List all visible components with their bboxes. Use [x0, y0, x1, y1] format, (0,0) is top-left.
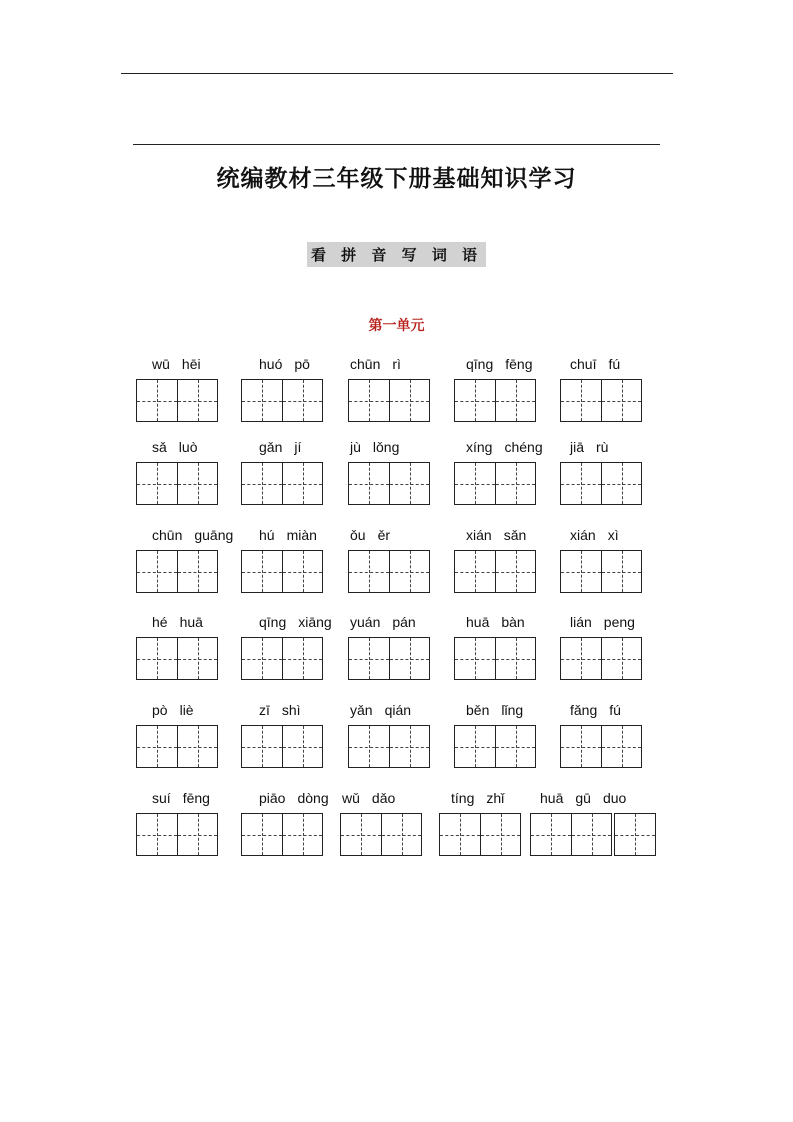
writing-cell[interactable] [561, 463, 601, 504]
writing-boxes[interactable] [241, 637, 323, 680]
pinyin-syllable: chūn [152, 527, 183, 543]
writing-cell[interactable] [601, 726, 641, 767]
writing-cell[interactable] [282, 463, 322, 504]
writing-boxes[interactable] [136, 379, 218, 422]
writing-cell[interactable] [455, 380, 495, 421]
writing-boxes[interactable] [241, 725, 323, 768]
pinyin-syllable: xì [607, 527, 619, 543]
writing-cell[interactable] [282, 726, 322, 767]
pinyin-syllable: fēng [505, 356, 533, 372]
pinyin-label [152, 788, 222, 808]
writing-cell[interactable] [242, 551, 282, 592]
writing-cell[interactable] [177, 814, 217, 855]
pinyin-label [570, 354, 632, 374]
writing-cell[interactable] [242, 463, 282, 504]
pinyin-syllable: wǔ [342, 790, 360, 806]
writing-boxes[interactable] [241, 379, 323, 422]
writing-cell[interactable] [561, 380, 601, 421]
pinyin-label [540, 788, 638, 808]
writing-cell[interactable] [601, 380, 641, 421]
writing-cell[interactable] [177, 726, 217, 767]
pinyin-syllable: huó [259, 356, 283, 372]
writing-cell[interactable] [495, 463, 535, 504]
writing-cell[interactable] [282, 814, 322, 855]
pinyin-syllable: ěr [377, 527, 391, 543]
pinyin-label [259, 788, 341, 808]
pinyin-label [152, 354, 213, 374]
pinyin-syllable: liè [179, 702, 194, 718]
pinyin-syllable: duo [602, 790, 627, 806]
pinyin-syllable: lǐng [501, 702, 524, 718]
pinyin-label [152, 612, 215, 632]
writing-cell[interactable] [389, 551, 429, 592]
writing-cell[interactable] [177, 551, 217, 592]
writing-cell[interactable] [242, 380, 282, 421]
writing-cell[interactable] [561, 551, 601, 592]
writing-cell[interactable] [349, 726, 389, 767]
writing-cell[interactable] [455, 551, 495, 592]
pinyin-label [466, 700, 535, 720]
pinyin-label [570, 700, 633, 720]
pinyin-syllable: chuī [570, 356, 597, 372]
writing-cell[interactable] [349, 380, 389, 421]
pinyin-syllable: lián [570, 614, 592, 630]
pinyin-syllable: sǎ [152, 439, 167, 455]
writing-boxes[interactable] [136, 813, 218, 856]
writing-boxes[interactable] [241, 550, 323, 593]
pinyin-syllable: qián [384, 702, 412, 718]
pinyin-syllable: wū [152, 356, 170, 372]
pinyin-syllable: gǎn [259, 439, 283, 455]
writing-cell[interactable] [137, 463, 177, 504]
header-rule-bottom [133, 144, 660, 145]
page-title: 统编教材三年级下册基础知识学习 [216, 166, 577, 192]
writing-cell[interactable] [601, 551, 641, 592]
pinyin-syllable: zī [259, 702, 270, 718]
writing-boxes[interactable] [136, 462, 218, 505]
writing-boxes[interactable] [454, 637, 536, 680]
pinyin-syllable: fēng [182, 790, 210, 806]
pinyin-syllable: shì [281, 702, 301, 718]
writing-boxes[interactable] [136, 550, 218, 593]
pinyin-syllable: jiā [570, 439, 585, 455]
writing-cell[interactable] [137, 551, 177, 592]
pinyin-syllable: fú [608, 356, 621, 372]
writing-cell[interactable] [389, 726, 429, 767]
pinyin-syllable: yǎn [350, 702, 373, 718]
writing-boxes[interactable] [348, 725, 430, 768]
writing-boxes[interactable] [454, 379, 536, 422]
writing-boxes[interactable] [340, 813, 422, 856]
pinyin-label [259, 612, 344, 632]
pinyin-label [350, 354, 413, 374]
writing-cell[interactable] [177, 380, 217, 421]
pinyin-syllable: bàn [501, 614, 525, 630]
pinyin-label [570, 525, 631, 545]
pinyin-label [350, 700, 423, 720]
pinyin-label [466, 525, 538, 545]
writing-cell[interactable] [242, 814, 282, 855]
pinyin-syllable: tíng [451, 790, 475, 806]
pinyin-syllable: jù [350, 439, 361, 455]
pinyin-syllable: xíng [466, 439, 493, 455]
writing-cell[interactable] [137, 726, 177, 767]
writing-cell[interactable] [349, 638, 389, 679]
writing-cell[interactable] [495, 551, 535, 592]
pinyin-syllable: huā [179, 614, 203, 630]
pinyin-syllable: chūn [350, 356, 381, 372]
pinyin-syllable: pō [294, 356, 310, 372]
writing-cell[interactable] [495, 726, 535, 767]
pinyin-syllable: fǎng [570, 702, 598, 718]
writing-cell[interactable] [242, 638, 282, 679]
pinyin-label [259, 354, 322, 374]
pinyin-syllable: miàn [286, 527, 317, 543]
pinyin-syllable: hēi [181, 356, 201, 372]
pinyin-syllable: dòng [297, 790, 329, 806]
writing-cell[interactable] [389, 638, 429, 679]
pinyin-label [259, 700, 313, 720]
unit-heading: 第一单元 [368, 318, 425, 334]
writing-cell[interactable] [282, 380, 322, 421]
pinyin-label [259, 525, 329, 545]
pinyin-syllable: lǒng [372, 439, 400, 455]
writing-boxes[interactable] [348, 379, 430, 422]
writing-cell[interactable] [561, 638, 601, 679]
pinyin-syllable: běn [466, 702, 490, 718]
writing-cell[interactable] [440, 814, 480, 855]
pinyin-syllable: suí [152, 790, 171, 806]
writing-cell[interactable] [480, 814, 520, 855]
writing-cell[interactable] [137, 814, 177, 855]
writing-boxes[interactable] [136, 637, 218, 680]
pinyin-label [259, 437, 313, 457]
header-rule-top [121, 73, 673, 74]
pinyin-syllable: rù [596, 439, 609, 455]
writing-cell[interactable] [495, 638, 535, 679]
pinyin-syllable: qīng [259, 614, 287, 630]
writing-boxes[interactable] [530, 813, 612, 856]
pinyin-label [342, 788, 407, 808]
pinyin-label [350, 525, 402, 545]
writing-boxes[interactable] [454, 462, 536, 505]
writing-cell[interactable] [455, 726, 495, 767]
writing-cell[interactable] [601, 638, 641, 679]
pinyin-label [466, 437, 555, 457]
writing-cell[interactable] [495, 380, 535, 421]
pinyin-syllable: hú [259, 527, 275, 543]
pinyin-syllable: yuán [350, 614, 381, 630]
pinyin-syllable: huā [540, 790, 564, 806]
pinyin-syllable: piāo [259, 790, 286, 806]
pinyin-syllable: guāng [194, 527, 234, 543]
writing-cell[interactable] [615, 814, 655, 855]
pinyin-syllable: zhǐ [486, 790, 505, 806]
writing-cell[interactable] [137, 380, 177, 421]
pinyin-syllable: pán [392, 614, 416, 630]
writing-cell[interactable] [571, 814, 611, 855]
pinyin-syllable: fú [609, 702, 621, 718]
writing-cell[interactable] [389, 463, 429, 504]
pinyin-syllable: sǎn [503, 527, 527, 543]
pinyin-syllable: chéng [504, 439, 543, 455]
pinyin-syllable: xián [570, 527, 596, 543]
writing-boxes[interactable] [348, 637, 430, 680]
writing-boxes[interactable] [136, 725, 218, 768]
pinyin-label [570, 612, 647, 632]
writing-cell[interactable] [349, 551, 389, 592]
writing-cell[interactable] [282, 638, 322, 679]
writing-boxes[interactable] [560, 725, 642, 768]
pinyin-syllable: xiāng [298, 614, 332, 630]
pinyin-syllable: peng [603, 614, 635, 630]
pinyin-label [350, 612, 428, 632]
writing-boxes[interactable] [454, 725, 536, 768]
writing-boxes[interactable] [348, 550, 430, 593]
writing-cell[interactable] [242, 726, 282, 767]
writing-cell[interactable] [177, 463, 217, 504]
writing-boxes[interactable] [560, 462, 642, 505]
pinyin-label [570, 437, 620, 457]
writing-boxes[interactable] [348, 462, 430, 505]
writing-cell[interactable] [177, 638, 217, 679]
pinyin-label [451, 788, 516, 808]
pinyin-syllable: xián [466, 527, 492, 543]
pinyin-syllable: luò [178, 439, 198, 455]
pinyin-syllable: ǒu [350, 527, 366, 543]
writing-cell[interactable] [381, 814, 421, 855]
writing-cell[interactable] [455, 638, 495, 679]
pinyin-syllable: pò [152, 702, 168, 718]
pinyin-syllable: jí [294, 439, 302, 455]
writing-boxes[interactable] [241, 462, 323, 505]
pinyin-label [152, 437, 209, 457]
section-heading: 看 拼 音 写 词 语 [307, 242, 486, 267]
pinyin-label [466, 612, 537, 632]
writing-cell[interactable] [137, 638, 177, 679]
writing-cell[interactable] [531, 814, 571, 855]
pinyin-label [466, 354, 545, 374]
writing-boxes[interactable] [439, 813, 521, 856]
writing-boxes-extra[interactable] [614, 813, 656, 856]
writing-cell[interactable] [455, 463, 495, 504]
pinyin-syllable: dǎo [371, 790, 396, 806]
pinyin-syllable: hé [152, 614, 168, 630]
writing-boxes[interactable] [560, 637, 642, 680]
writing-cell[interactable] [561, 726, 601, 767]
writing-cell[interactable] [349, 463, 389, 504]
writing-cell[interactable] [389, 380, 429, 421]
pinyin-syllable: huā [466, 614, 490, 630]
pinyin-label [152, 525, 245, 545]
writing-boxes[interactable] [560, 379, 642, 422]
writing-boxes[interactable] [560, 550, 642, 593]
pinyin-syllable: rì [392, 356, 401, 372]
pinyin-label [152, 700, 206, 720]
writing-cell[interactable] [282, 551, 322, 592]
writing-cell[interactable] [601, 463, 641, 504]
writing-cell[interactable] [341, 814, 381, 855]
writing-boxes[interactable] [454, 550, 536, 593]
pinyin-syllable: qīng [466, 356, 494, 372]
pinyin-label [350, 437, 411, 457]
writing-boxes[interactable] [241, 813, 323, 856]
pinyin-syllable: gū [575, 790, 591, 806]
